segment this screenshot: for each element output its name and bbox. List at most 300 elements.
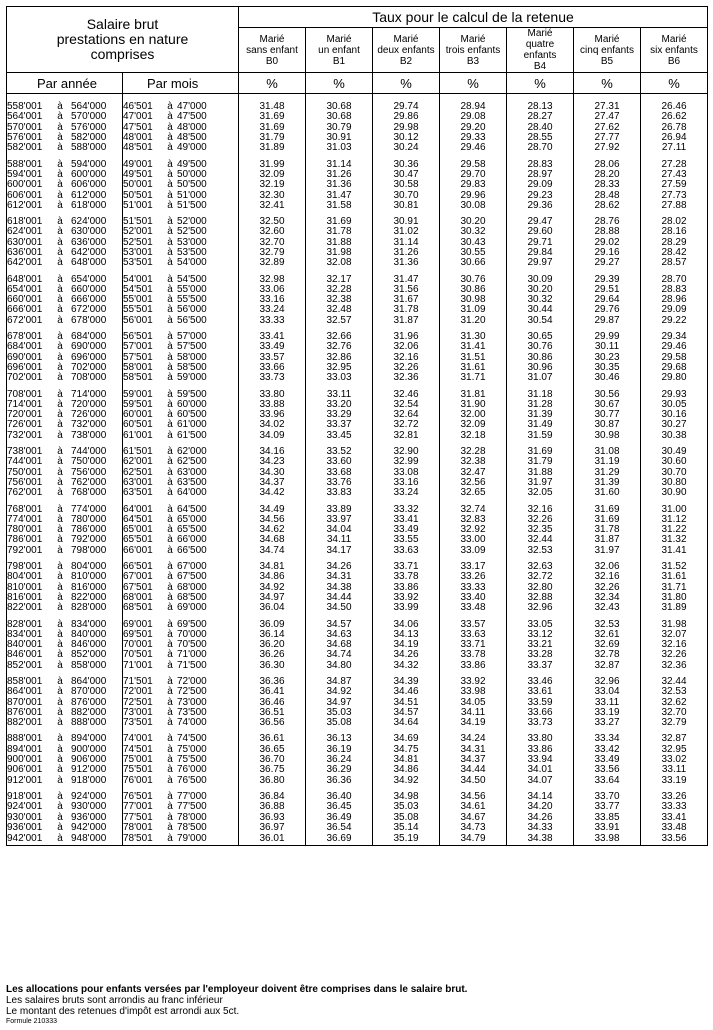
rate-cell: 33.63 xyxy=(373,546,440,556)
rate-cell: 34.31 xyxy=(440,745,507,755)
monthly-to: 48'500 xyxy=(177,132,207,144)
range-separator: à xyxy=(167,717,173,729)
rate-cell: 33.41 xyxy=(373,515,440,525)
monthly-to: 53'500 xyxy=(177,247,207,258)
rate-cell: 34.68 xyxy=(306,640,373,650)
rate-cell: 33.80 xyxy=(507,734,574,744)
rate-cell: 33.26 xyxy=(440,572,507,582)
monthly-range-cell xyxy=(123,650,239,660)
rate-cell: 33.49 xyxy=(239,342,306,352)
rate-cell: 32.05 xyxy=(507,488,574,498)
rate-cell: 33.77 xyxy=(574,802,641,812)
monthly-range-cell xyxy=(123,180,239,190)
monthly-from: 51'501 xyxy=(123,216,153,228)
table-row xyxy=(7,143,708,153)
rate-cell: 31.26 xyxy=(373,248,440,258)
annual-to: 792'000 xyxy=(71,534,107,546)
monthly-to: 70'500 xyxy=(177,639,207,651)
rate-cell: 31.99 xyxy=(239,159,306,169)
monthly-from: 74'501 xyxy=(123,743,153,755)
rate-cell: 31.67 xyxy=(373,295,440,305)
monthly-from: 78'501 xyxy=(123,833,153,844)
gross-salary-header-line: Salaire brut xyxy=(86,16,159,32)
monthly-to: 51'000 xyxy=(177,189,207,201)
annual-range-cell xyxy=(7,776,123,786)
rate-cell: 32.90 xyxy=(373,447,440,457)
annual-to: 606'000 xyxy=(71,179,107,191)
range-separator: à xyxy=(167,618,173,630)
range-separator: à xyxy=(167,591,173,603)
rate-cell: 29.39 xyxy=(574,274,641,284)
rate-cell: 32.46 xyxy=(373,389,440,399)
rate-cell: 35.08 xyxy=(373,812,440,822)
range-separator: à xyxy=(57,764,63,776)
range-separator: à xyxy=(57,524,63,536)
rate-cell: 29.98 xyxy=(373,123,440,133)
rate-cell: 32.16 xyxy=(373,353,440,363)
monthly-range xyxy=(123,488,217,498)
rate-cell: 27.88 xyxy=(641,201,708,211)
monthly-range-cell xyxy=(123,661,239,671)
rate-cell: 34.50 xyxy=(440,776,507,786)
rate-cell: 33.63 xyxy=(440,630,507,640)
monthly-to: 78'000 xyxy=(177,811,207,823)
monthly-from: 52'001 xyxy=(123,226,153,238)
monthly-from: 71'501 xyxy=(123,675,153,687)
annual-range-cell xyxy=(7,718,123,728)
rate-cell: 32.72 xyxy=(373,420,440,430)
monthly-range xyxy=(123,546,217,556)
rate-cell: 36.97 xyxy=(239,823,306,833)
range-separator: à xyxy=(57,659,63,671)
rate-cell: 28.57 xyxy=(641,258,708,268)
range-separator: à xyxy=(57,675,63,687)
rate-cell: 31.61 xyxy=(641,572,708,582)
rate-cell: 36.45 xyxy=(306,802,373,812)
rate-cell: 29.23 xyxy=(507,190,574,200)
monthly-from: 52'501 xyxy=(123,236,153,248)
annual-to: 858'000 xyxy=(71,659,107,671)
rate-cell: 30.87 xyxy=(574,420,641,430)
rate-cell: 31.39 xyxy=(574,478,641,488)
monthly-range-cell xyxy=(123,342,239,352)
monthly-range xyxy=(123,112,217,122)
rate-cell: 34.44 xyxy=(440,765,507,775)
monthly-from: 72'001 xyxy=(123,686,153,698)
percent-header: % xyxy=(306,73,373,94)
rate-cell: 31.88 xyxy=(306,238,373,248)
annual-range-cell xyxy=(7,201,123,211)
range-separator: à xyxy=(57,696,63,708)
annual-from: 612'001 xyxy=(7,199,43,211)
rate-cell: 30.12 xyxy=(373,133,440,143)
percent-header: % xyxy=(373,73,440,94)
rate-cell: 32.26 xyxy=(641,650,708,660)
column-header-line: sans enfant xyxy=(246,44,298,56)
table-row xyxy=(7,342,708,352)
annual-from: 864'001 xyxy=(7,686,43,698)
monthly-from: 67'501 xyxy=(123,581,153,593)
range-separator: à xyxy=(57,717,63,729)
rate-cell: 33.33 xyxy=(239,316,306,326)
rate-cell: 27.59 xyxy=(641,180,708,190)
column-header-line: B4 xyxy=(533,61,547,72)
rate-cell: 36.24 xyxy=(306,755,373,765)
annual-from: 606'001 xyxy=(7,189,43,201)
annual-from: 762'001 xyxy=(7,487,43,499)
range-separator: à xyxy=(57,733,63,745)
rate-cell: 30.65 xyxy=(507,332,574,342)
annual-to: 924'000 xyxy=(71,790,107,802)
per-month-header: Par mois xyxy=(123,73,239,94)
annual-to: 948'000 xyxy=(71,833,107,844)
table-row xyxy=(7,661,708,671)
rate-cell: 31.78 xyxy=(373,305,440,315)
rate-cell: 34.20 xyxy=(507,802,574,812)
range-separator: à xyxy=(57,341,63,353)
rate-cell: 31.19 xyxy=(574,457,641,467)
rate-cell: 34.74 xyxy=(239,546,306,556)
monthly-from: 55'501 xyxy=(123,304,153,316)
column-header-line: Marié xyxy=(393,33,419,45)
column-header-line: B1 xyxy=(332,55,346,67)
monthly-from: 46'501 xyxy=(123,101,153,113)
rate-cell: 32.62 xyxy=(641,697,708,707)
rate-cell: 34.04 xyxy=(306,525,373,535)
range-separator: à xyxy=(57,121,63,133)
rate-cell: 27.73 xyxy=(641,190,708,200)
rate-cell: 34.51 xyxy=(373,697,440,707)
rate-cell: 29.80 xyxy=(641,373,708,383)
annual-from: 744'001 xyxy=(7,456,43,468)
range-separator: à xyxy=(57,199,63,211)
rate-cell: 28.20 xyxy=(574,170,641,180)
footer-notes xyxy=(6,984,706,1026)
monthly-to: 63'500 xyxy=(177,476,207,488)
annual-range xyxy=(7,143,111,153)
range-separator: à xyxy=(167,801,173,813)
rate-cell: 28.88 xyxy=(574,227,641,237)
rate-cell: 26.94 xyxy=(641,133,708,143)
rate-cell: 32.83 xyxy=(440,515,507,525)
rate-cell: 33.45 xyxy=(306,431,373,441)
rate-cell: 34.81 xyxy=(239,562,306,572)
rate-cell: 33.06 xyxy=(239,285,306,295)
rate-cell: 36.40 xyxy=(306,792,373,802)
rate-cell: 29.64 xyxy=(574,295,641,305)
monthly-to: 71'000 xyxy=(177,649,207,661)
range-separator: à xyxy=(57,409,63,421)
rate-cell: 33.04 xyxy=(574,687,641,697)
range-separator: à xyxy=(57,158,63,170)
annual-range xyxy=(7,535,111,545)
annual-to: 564'000 xyxy=(71,101,107,113)
range-separator: à xyxy=(167,199,173,211)
monthly-to: 69'500 xyxy=(177,618,207,630)
rate-cell: 26.62 xyxy=(641,112,708,122)
annual-to: 702'000 xyxy=(71,361,107,373)
monthly-from: 58'001 xyxy=(123,361,153,373)
rate-cell: 34.67 xyxy=(440,812,507,822)
rate-cell: 32.80 xyxy=(507,582,574,592)
range-separator: à xyxy=(167,142,173,154)
range-separator: à xyxy=(57,456,63,468)
monthly-to: 59'000 xyxy=(177,372,207,384)
rate-cell: 34.92 xyxy=(306,687,373,697)
monthly-to: 75'500 xyxy=(177,754,207,766)
rate-cell: 34.87 xyxy=(306,677,373,687)
monthly-to: 71'500 xyxy=(177,659,207,671)
monthly-to: 70'000 xyxy=(177,628,207,640)
monthly-range xyxy=(123,834,217,844)
rate-cell: 34.19 xyxy=(373,640,440,650)
rate-cell: 31.18 xyxy=(507,389,574,399)
rate-cell: 33.19 xyxy=(641,776,708,786)
annual-from: 816'001 xyxy=(7,591,43,603)
monthly-range xyxy=(123,776,217,786)
rate-cell: 32.28 xyxy=(440,447,507,457)
annual-from: 588'001 xyxy=(7,158,43,170)
range-separator: à xyxy=(57,314,63,326)
monthly-to: 77'000 xyxy=(177,790,207,802)
rate-cell: 31.12 xyxy=(641,515,708,525)
rate-cell: 30.32 xyxy=(440,227,507,237)
rate-cell: 32.38 xyxy=(440,457,507,467)
rate-cell: 33.66 xyxy=(507,708,574,718)
rate-cell: 29.58 xyxy=(641,353,708,363)
monthly-to: 75'000 xyxy=(177,743,207,755)
annual-range xyxy=(7,603,111,613)
rate-cell: 33.98 xyxy=(440,687,507,697)
monthly-from: 77'001 xyxy=(123,801,153,813)
rate-cell: 32.56 xyxy=(440,478,507,488)
rate-cell: 28.48 xyxy=(574,190,641,200)
annual-range-cell xyxy=(7,180,123,190)
annual-from: 858'001 xyxy=(7,675,43,687)
annual-range-cell xyxy=(7,457,123,467)
rate-cell: 29.20 xyxy=(440,123,507,133)
range-separator: à xyxy=(167,466,173,478)
monthly-range xyxy=(123,765,217,775)
annual-range-cell xyxy=(7,488,123,498)
rate-cell: 34.02 xyxy=(239,420,306,430)
rate-cell: 30.43 xyxy=(440,238,507,248)
monthly-from: 68'501 xyxy=(123,602,153,614)
rate-cell: 34.09 xyxy=(239,431,306,441)
annual-range xyxy=(7,718,111,728)
range-separator: à xyxy=(57,294,63,306)
monthly-range xyxy=(123,620,217,630)
monthly-from: 70'501 xyxy=(123,649,153,661)
monthly-from: 64'001 xyxy=(123,503,153,515)
range-separator: à xyxy=(167,273,173,285)
rate-cell: 32.74 xyxy=(440,504,507,514)
rate-cell: 34.62 xyxy=(239,525,306,535)
annual-to: 834'000 xyxy=(71,618,107,630)
gross-salary-header-line: comprises xyxy=(90,46,155,62)
monthly-from: 65'501 xyxy=(123,534,153,546)
annual-to: 864'000 xyxy=(71,675,107,687)
rate-cell: 31.98 xyxy=(641,619,708,629)
monthly-from: 50'501 xyxy=(123,189,153,201)
monthly-from: 59'001 xyxy=(123,388,153,400)
rate-cell: 33.92 xyxy=(440,677,507,687)
range-separator: à xyxy=(167,639,173,651)
annual-from: 936'001 xyxy=(7,821,43,833)
rate-cell: 33.49 xyxy=(574,755,641,765)
rate-cell: 33.71 xyxy=(373,562,440,572)
rate-cell: 32.16 xyxy=(574,572,641,582)
table-row xyxy=(7,201,708,211)
annual-from: 774'001 xyxy=(7,513,43,525)
annual-from: 834'001 xyxy=(7,628,43,640)
table-row xyxy=(7,316,708,326)
annual-range-cell xyxy=(7,143,123,153)
range-separator: à xyxy=(167,476,173,488)
rate-cell: 28.76 xyxy=(574,217,641,227)
rate-cell: 29.97 xyxy=(507,258,574,268)
annual-range-cell xyxy=(7,546,123,556)
rate-cell: 29.58 xyxy=(440,159,507,169)
rate-cell: 32.34 xyxy=(574,593,641,603)
rate-cell: 30.79 xyxy=(306,123,373,133)
rate-cell: 32.86 xyxy=(306,353,373,363)
rate-cell: 34.57 xyxy=(373,708,440,718)
range-separator: à xyxy=(57,801,63,813)
rate-cell: 31.47 xyxy=(306,190,373,200)
annual-range xyxy=(7,488,111,498)
rate-cell: 32.06 xyxy=(373,342,440,352)
monthly-to: 57'000 xyxy=(177,331,207,343)
rate-cell: 28.27 xyxy=(507,112,574,122)
rate-cell: 33.29 xyxy=(306,410,373,420)
annual-to: 672'000 xyxy=(71,304,107,316)
rate-cell: 29.68 xyxy=(641,363,708,373)
rate-cell: 33.57 xyxy=(239,353,306,363)
annual-from: 876'001 xyxy=(7,706,43,718)
range-separator: à xyxy=(167,429,173,441)
percent-header: % xyxy=(507,73,574,94)
monthly-range xyxy=(123,687,217,697)
percent-header: % xyxy=(239,73,306,94)
monthly-from: 64'501 xyxy=(123,513,153,525)
range-separator: à xyxy=(167,132,173,144)
rate-cell: 30.24 xyxy=(373,143,440,153)
monthly-from: 66'501 xyxy=(123,561,153,573)
annual-to: 882'000 xyxy=(71,706,107,718)
rate-cell: 31.87 xyxy=(574,535,641,545)
rate-cell: 28.62 xyxy=(574,201,641,211)
annual-from: 708'001 xyxy=(7,388,43,400)
range-separator: à xyxy=(57,686,63,698)
range-separator: à xyxy=(57,487,63,499)
monthly-from: 60'001 xyxy=(123,409,153,421)
range-separator: à xyxy=(167,764,173,776)
rate-cell: 32.47 xyxy=(440,468,507,478)
annual-to: 678'000 xyxy=(71,314,107,326)
rate-cell: 31.78 xyxy=(306,227,373,237)
rate-cell: 33.32 xyxy=(373,504,440,514)
range-separator: à xyxy=(167,361,173,373)
rate-cell: 33.24 xyxy=(373,488,440,498)
monthly-from: 76'001 xyxy=(123,774,153,786)
rate-cell: 36.69 xyxy=(306,833,373,846)
monthly-to: 64'500 xyxy=(177,503,207,515)
rate-cell: 31.30 xyxy=(440,332,507,342)
rate-cell: 33.86 xyxy=(373,582,440,592)
rate-cell: 35.03 xyxy=(306,708,373,718)
rate-cell: 30.55 xyxy=(440,248,507,258)
rate-cell: 28.42 xyxy=(641,248,708,258)
monthly-to: 61'500 xyxy=(177,429,207,441)
annual-from: 828'001 xyxy=(7,618,43,630)
rate-cell: 34.23 xyxy=(239,457,306,467)
rate-cell: 29.74 xyxy=(373,102,440,112)
rate-cell: 33.46 xyxy=(507,677,574,687)
rate-cell: 34.11 xyxy=(440,708,507,718)
range-separator: à xyxy=(57,372,63,384)
rate-cell: 33.16 xyxy=(239,295,306,305)
rate-cell: 33.86 xyxy=(507,745,574,755)
rate-cell: 32.26 xyxy=(507,515,574,525)
range-separator: à xyxy=(57,743,63,755)
rate-cell: 28.40 xyxy=(507,123,574,133)
annual-to: 690'000 xyxy=(71,341,107,353)
annual-to: 876'000 xyxy=(71,696,107,708)
rate-cell: 36.93 xyxy=(239,812,306,822)
range-separator: à xyxy=(167,649,173,661)
annual-to: 912'000 xyxy=(71,764,107,776)
rate-cell: 32.26 xyxy=(373,363,440,373)
rate-cell: 27.47 xyxy=(574,112,641,122)
monthly-from: 55'001 xyxy=(123,294,153,306)
rate-cell: 26.78 xyxy=(641,123,708,133)
range-separator: à xyxy=(57,429,63,441)
rate-cell: 32.53 xyxy=(641,687,708,697)
range-separator: à xyxy=(167,503,173,515)
range-separator: à xyxy=(57,649,63,661)
range-separator: à xyxy=(167,236,173,248)
monthly-from: 61'501 xyxy=(123,446,153,458)
range-separator: à xyxy=(57,351,63,363)
rounding-note-tax: Le montant des retenues d'impôt est arrondi aux 5ct. xyxy=(6,1006,240,1017)
rate-cell: 31.51 xyxy=(440,353,507,363)
rate-cell: 32.99 xyxy=(373,457,440,467)
column-header-line: Marié xyxy=(460,33,486,45)
rate-cell: 34.74 xyxy=(306,650,373,660)
rate-cell: 29.47 xyxy=(507,217,574,227)
rate-cell: 34.01 xyxy=(507,765,574,775)
rate-cell: 34.86 xyxy=(239,572,306,582)
rate-cell: 33.78 xyxy=(373,572,440,582)
column-header-line: Marié xyxy=(661,33,687,45)
range-separator: à xyxy=(167,257,173,269)
rate-cell: 32.81 xyxy=(373,431,440,441)
rate-cell: 29.02 xyxy=(574,238,641,248)
rate-cell: 31.97 xyxy=(507,478,574,488)
rate-cell: 27.11 xyxy=(641,143,708,153)
rate-cell: 32.66 xyxy=(306,332,373,342)
rate-cell: 32.95 xyxy=(306,363,373,373)
monthly-to: 61'000 xyxy=(177,419,207,431)
rate-cell: 34.26 xyxy=(306,562,373,572)
monthly-to: 69'000 xyxy=(177,602,207,614)
annual-to: 888'000 xyxy=(71,717,107,729)
subheader-row xyxy=(7,73,708,94)
rate-cell: 34.86 xyxy=(373,765,440,775)
rate-cell: 30.05 xyxy=(641,400,708,410)
monthly-to: 76'500 xyxy=(177,774,207,786)
